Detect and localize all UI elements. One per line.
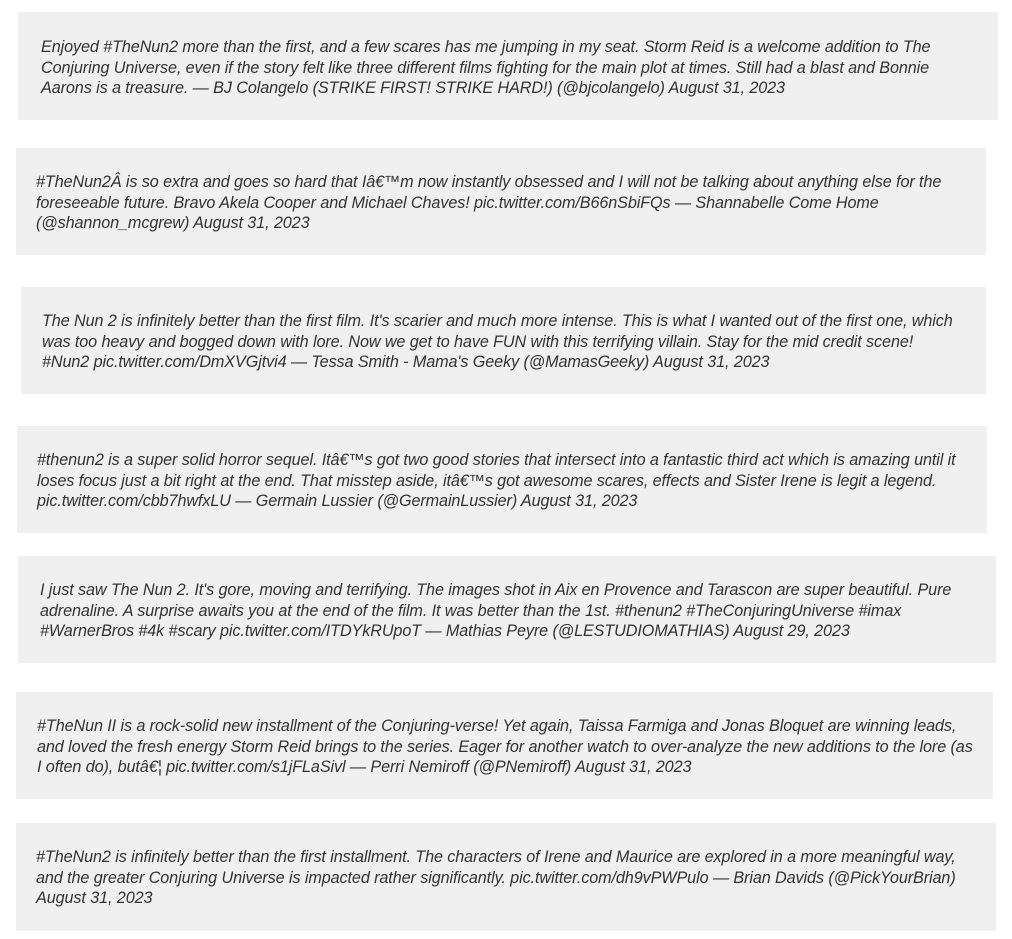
- quote-text: #TheNun2Â is so extra and goes so hard that Iâ€™m now instantly obsessed and I will not be talking about anything else for the foreseeable future. Bravo Akela Cooper and Michael Chaves! pic.twitter.com/B66nSbiFQs — Shannabelle Come Home (@shannon_mcgrew) August 31, 2023: [36, 173, 942, 233]
- quote-block: [16, 823, 996, 931]
- quote-block: [16, 692, 993, 799]
- quote-text: I just saw The Nun 2. It's gore, moving and terrifying. The images shot in Aix en Provence and Tarascon are super beautiful. Pure adrenaline. A surprise awaits you at the end of the film. It was better than the 1st. #thenun2 #TheConjuringUniverse #imax #WarnerBros #4k #scary pic.twitter.com/ITDYkRUpoT — Mathias Peyre (@LESTUDIOMATHIAS) August 29, 2023: [40, 581, 952, 641]
- quote-block: [18, 556, 996, 663]
- quote-text: Enjoyed #TheNun2 more than the first, and a few scares has me jumping in my seat. Storm Reid is a welcome addition to The Conjuring Universe, even if the story felt like three different films fighting for the main plot at times. Still had a blast and Bonnie Aarons is a treasure. — BJ Colangelo (STRIKE FIRST! STRIKE HARD!) (@bjcolangelo) August 31, 2023: [41, 38, 931, 98]
- quote-block: [21, 287, 986, 394]
- quote-text: #TheNun2 is infinitely better than the first installment. The characters of Irene and Maurice are explored in a more meaningful way, and the greater Conjuring Universe is impacted rather significantly. pic.twitter.com/dh9vPWPulo — Brian Davids (@PickYourBrian) August 31, 2023: [36, 848, 956, 908]
- quote-block: [17, 426, 987, 533]
- quote-text: #TheNun II is a rock-solid new installment of the Conjuring-verse! Yet again, Taissa Farmiga and Jonas Bloquet are winning leads, and loved the fresh energy Storm Reid brings to the series. Eager for another watch to over-analyze the new additions to the lore (as I often do), butâ€¦ pic.twitter.com/s1jFLaSivl — Perri Nemiroff (@PNemiroff) August 31, 2023: [37, 717, 973, 777]
- quote-block: [16, 148, 986, 255]
- quote-text: The Nun 2 is infinitely better than the first film. It's scarier and much more intense. This is what I wanted out of the first one, which was too heavy and bogged down with lore. Now we get to have FUN with this terrifying villain. Stay for the mid credit scene! #Nun2 pic.twitter.com/DmXVGjtvi4 — Tessa Smith - Mama's Geeky (@MamasGeeky) August 31, 2023: [42, 312, 953, 372]
- quote-block: [18, 12, 998, 120]
- quote-text: #thenun2 is a super solid horror sequel. Itâ€™s got two good stories that intersect into a fantastic third act which is amazing until it loses focus just a bit right at the end. That misstep aside, itâ€™s got awesome scares, effects and Sister Irene is legit a legend. pic.twitter.com/cbb7hwfxLU — Germain Lussier (@GermainLussier) August 31, 2023: [37, 451, 956, 511]
